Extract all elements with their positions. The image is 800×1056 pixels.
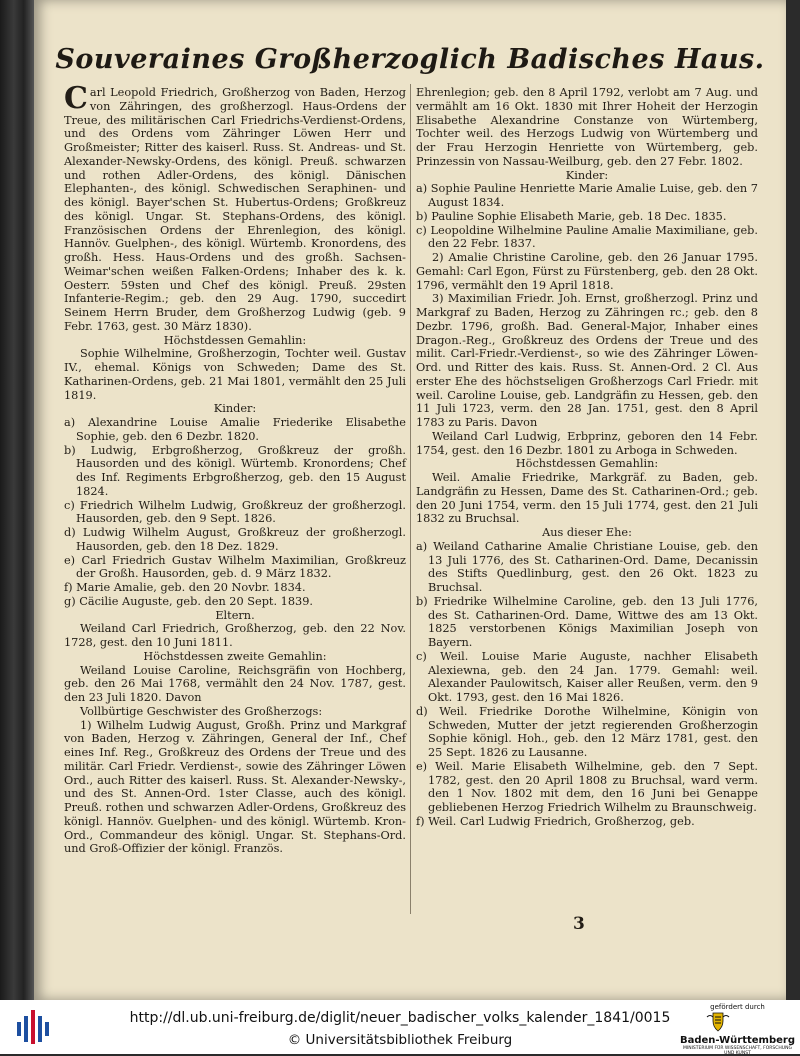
sponsor-block <box>680 1003 795 1056</box>
coat-of-arms-icon <box>705 1011 731 1033</box>
list-item: f) Weil. Carl Ludwig Friedrich, Großherzog, geb. <box>416 814 695 828</box>
copyright-notice: © Universitätsbibliothek Freiburg <box>287 1032 513 1048</box>
section-heading: Höchstdessen zweite Gemahlin: <box>143 649 327 663</box>
document-page <box>34 0 786 1000</box>
book-spine <box>0 0 34 1000</box>
list-item: d) Ludwig Wilhelm August, Großkreuz der großherzogl. Hausorden, geb. den 18 Dez. 1829. <box>64 526 406 553</box>
list-item: d) Weil. Friedrike Dorothe Wilhelmine, Königin von Schweden, Mutter der jetzt regierenden Großherzogin Sophie königl. Hoh., geb. den 12 März 1781, gest. den 25 Sept. 1826 zu Lausanne. <box>416 704 758 759</box>
page-title: Souveraines Großherzoglich Badisches Haus. <box>55 44 765 75</box>
page-number: 3 <box>573 914 585 934</box>
list-item: b) Friedrike Wilhelmine Caroline, geb. den 13 Juli 1776, des St. Catharinen-Ord. Dame, Wittwe des am 13 Okt. 1825 verstorbenen Königs Maximilian Joseph von Bayern. <box>416 594 758 649</box>
paragraph: Sophie Wilhelmine, Großherzogin, Tochter weil. Gustav IV., ehemal. Königs von Schweden; Dame des St. Katharinen-Ordens, geb. 21 Mai 1801, vermählt den 25 Juli 1819. <box>64 347 406 402</box>
section-heading: Höchstdessen Gemahlin: <box>515 457 659 471</box>
list-item: a) Alexandrine Louise Amalie Friederike Elisabethe Sophie, geb. den 6 Dezbr. 1820. <box>64 416 406 443</box>
sponsor-name: Baden-Württemberg <box>680 1035 796 1046</box>
list-item: e) Carl Friedrich Gustav Wilhelm Maximilian, Großkreuz der Großh. Hausorden, geb. d. 9 März 1832. <box>64 553 406 581</box>
list-item: f) Marie Amalie, geb. den 20 Novbr. 1834. <box>64 581 306 594</box>
paragraph: 1) Wilhelm Ludwig August, Großh. Prinz und Markgraf von Baden, Herzog v. Zähringen, General der Inf., Chef eines Inf. Reg., Großkreuz des Ordens der Treue und des militär. Carl Friedr. Verdienst-, sowie des Zähringer Löwen Ord., auch Ritter des kaiserl. Russ. St. Alexander-Newsky-, und des St. Annen-Ord. 1ster Classe, auch des königl. Preuß. rothen und schwarzen Adler-Ordens, Großkreuz des königl. Hannöv. Guelphen- und des königl. Würtemb. Kron-Ord., Commandeur des königl. Ungar. St. Stephans-Ord. und Groß-Offizier der königl. Französ. <box>64 718 406 856</box>
list-item: a) Sophie Pauline Henriette Marie Amalie Luise, geb. den 7 August 1834. <box>416 182 758 209</box>
paragraph: Weiland Carl Friedrich, Großherzog, geb. den 22 Nov. 1728, gest. den 10 Juni 1811. <box>64 622 406 649</box>
list-item: c) Friedrich Wilhelm Ludwig, Großkreuz der großherzogl. Hausorden, geb. den 9 Sept. 1826. <box>64 498 406 526</box>
section-heading: Höchstdessen Gemahlin: <box>163 333 307 347</box>
sponsor-line: gefördert durch <box>710 1003 765 1011</box>
paragraph: Ehrenlegion; geb. den 8 April 1792, verlobt am 7 Aug. und vermählt am 16 Okt. 1830 mit Ihrer Hoheit der Herzogin Elisabethe Alexandrine Constanze von Würtemberg, Tochter weil. des Herzogs Ludwig von Würtemberg und der Frau Herzogin Henriette von Würtemberg, geb. Prinzessin von Nassau-Weilburg, geb. den 27 Febr. 1802. <box>416 86 758 168</box>
sponsor-sub: MINISTERIUM FÜR WISSENSCHAFT, FORSCHUNG UND KUNST <box>683 1046 792 1056</box>
section-heading: Aus dieser Ehe: <box>542 526 632 539</box>
paragraph: 3) Maximilian Friedr. Joh. Ernst, großherzogl. Prinz und Markgraf zu Baden, Herzog zu Zähringen rc.; geb. den 8 Dezbr. 1796, großh. Bad. General-Major, Inhaber eines Dragon.-Reg., Großkreuz des Ordens der Treue und des milit. Carl-Friedr.-Verdienst-, so wie des Zähringer Löwen-Ord. und Ritter des kais. Russ. St. Annen-Ord. 2 Cl. Aus erster Ehe des höchstseligen Großherzogs Carl Friedr. mit weil. Caroline Louise, geb. Landgräfin zu Hessen, geb. den 11 Juli 1723, verm. den 28 Jan. 1751, gest. den 8 April 1783 zu Paris. Davon <box>416 292 758 429</box>
column-divider <box>410 84 411 914</box>
paragraph: Weiland Carl Ludwig, Erbprinz, geboren den 14 Febr. 1754, gest. den 16 Dezbr. 1801 zu Arboga in Schweden. <box>416 429 758 457</box>
section-heading: Kinder: <box>565 168 609 182</box>
list-item: c) Weil. Louise Marie Auguste, nachher Elisabeth Alexiewna, geb. den 24 Jan. 1779. Gemahl: weil. Alexander Paulowitsch, Kaiser aller Reußen, verm. den 9 Okt. 1793, gest. den 16 Mai 1826. <box>416 649 758 704</box>
list-item: g) Cäcilie Auguste, geb. den 20 Sept. 1839. <box>64 594 313 608</box>
section-heading: Vollbürtige Geschwister des Großherzogs: <box>80 704 323 718</box>
paragraph: Weil. Amalie Friedrike, Markgräf. zu Baden, geb. Landgräfin zu Hessen, Dame des St. Catharinen-Ord.; geb. den 20 Juni 1754, verm. den 15 Juli 1774, gest. den 21 Juli 1832 zu Bruchsal. <box>416 471 758 526</box>
right-column <box>416 86 758 829</box>
left-column <box>64 81 406 856</box>
list-item: e) Weil. Marie Elisabeth Wilhelmine, geb. den 7 Sept. 1782, gest. den 20 April 1808 zu Bruchsal, ward verm. den 1 Nov. 1802 mit dem, den 16 Juni bei Genappe gebliebenen Herzog Friedrich Wilhelm zu Braunschweig. <box>416 759 758 814</box>
paragraph: 2) Amalie Christine Caroline, geb. den 26 Januar 1795. Gemahl: Carl Egon, Fürst zu Fürstenberg, geb. den 28 Okt. 1796, vermählt den 19 April 1818. <box>416 251 758 292</box>
section-heading: Kinder: <box>213 402 257 416</box>
list-item: a) Weiland Catharine Amalie Christiane Louise, geb. den 13 Juli 1776, des St. Catharinen-Ord. Dame, Decanissin des Stifts Quedlinburg, gest. den 26 Okt. 1823 zu Bruchsal. <box>416 539 758 594</box>
list-item: b) Ludwig, Erbgroßherzog, Großkreuz der großh. Hausorden und des königl. Würtemb. Kronordens; Chef des Inf. Regiments Erbgroßherzog, geb. den 15 August 1824. <box>64 443 406 498</box>
document-url-link[interactable]: http://dl.ub.uni-freiburg.de/diglit/neuer_badischer_volks_kalender_1841/0015 <box>129 1010 671 1026</box>
dropcap: C <box>64 81 88 116</box>
paragraph: arl Leopold Friedrich, Großherzog von Baden, Herzog von Zähringen, des großherzogl. Haus-Ordens der Treue, des militärischen Carl Friedrichs-Verdienst-Ordens, und des Ordens vom Zähringer Löwen Herr und Großmeister; Ritter des kaiserl. Russ. St. Andreas- und St. Alexander-Newsky-Ordens, des königl. Preuß. schwarzen und rothen Adler-Ordens, des königl. Dänischen Elephanten-, des königl. Schwedischen Seraphinen- und des königl. Bayer'schen St. Hubertus-Ordens; Großkreuz des königl. Ungar. St. Stephans-Ordens, des königl. Französischen Ordens der Ehrenlegion, des königl. Hannöv. Guelphen-, des königl. Würtemb. Kronordens, des großh. Hess. Haus-Ordens und des großh. Sachsen-Weimar'schen weißen Falken-Ordens; Inhaber des k. k. Oesterr. 59sten und Chef des königl. Preuß. 29sten Infanterie-Regim.; geb. den 29 Aug. 1790, succedirt Seinem Herrn Bruder, dem Großherzog Ludwig (geb. 9 Febr. 1763, gest. 30 März 1830). <box>64 86 406 333</box>
list-item: c) Leopoldine Wilhelmine Pauline Amalie Maximiliane, geb. den 22 Febr. 1837. <box>416 223 758 251</box>
section-heading: Eltern. <box>215 608 255 622</box>
list-item: b) Pauline Sophie Elisabeth Marie, geb. 18 Dec. 1835. <box>416 209 727 223</box>
paragraph: Weiland Louise Caroline, Reichsgräfin von Hochberg, geb. den 26 Mai 1768, vermählt den 24 Nov. 1787, gest. den 23 Juli 1820. Davon <box>64 663 406 704</box>
